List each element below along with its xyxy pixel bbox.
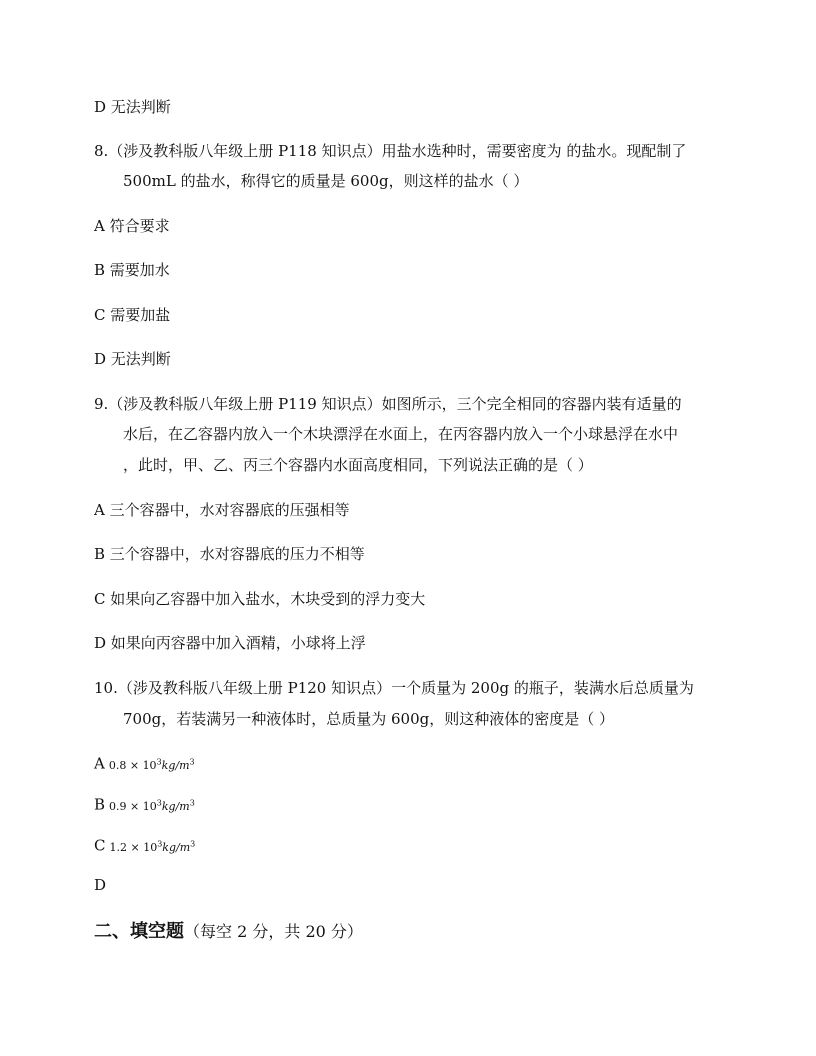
- q8-option-d: D 无法判断: [94, 350, 171, 368]
- q9-stem-line-3: ，此时，甲、乙、丙三个容器内水面高度相同，下列说法正确的是（ ）: [123, 456, 593, 474]
- q9-option-a: A 三个容器中，水对容器底的压强相等: [94, 501, 350, 519]
- option-letter: A: [94, 754, 105, 773]
- density-formula: $1.2 \times 10^3kg/m^3$: [109, 839, 196, 854]
- option-letter: D: [94, 876, 107, 894]
- q10-stem-line-2: 700g，若装满另一种液体时，总质量为 600g，则这种液体的密度是（ ）: [123, 710, 615, 728]
- q7-option-d: D 无法判断: [94, 98, 171, 116]
- q9-option-b: B 三个容器中，水对容器底的压力不相等: [94, 545, 365, 563]
- q9-stem-line-2: 水后，在乙容器内放入一个木块漂浮在水面上，在丙容器内放入一个小球悬浮在水中: [123, 425, 679, 443]
- q8-option-c: C 需要加盐: [94, 306, 171, 324]
- q10-option-a: [94, 752, 195, 776]
- q9-stem-line-1: 9.（涉及教科版八年级上册 P119 知识点）如图所示，三个完全相同的容器内装有适量的: [94, 395, 682, 413]
- q10-option-b: [94, 793, 195, 817]
- q8-option-b: B 需要加水: [94, 261, 170, 279]
- q10-option-d: [94, 875, 106, 895]
- q8-option-a: A 符合要求: [94, 217, 170, 235]
- q8-stem-line-2: 500mL 的盐水，称得它的质量是 600g，则这样的盐水（ ）: [123, 172, 529, 190]
- q8-stem-line-1: 8.（涉及教科版八年级上册 P118 知识点）用盐水选种时，需要密度为 的盐水。现配制了: [94, 142, 687, 160]
- q10-option-c: [94, 834, 195, 858]
- section-note: （每空 2 分，共 20 分）: [184, 922, 363, 941]
- q9-option-c: C 如果向乙容器中加入盐水，木块受到的浮力变大: [94, 590, 426, 608]
- q10-stem-line-1: 10.（涉及教科版八年级上册 P120 知识点）一个质量为 200g 的瓶子，装满水后总质量为: [94, 679, 694, 697]
- density-formula: $0.8 \times 10^3kg/m^3$: [108, 757, 195, 772]
- density-formula: $0.9 \times 10^3kg/m^3$: [109, 798, 195, 813]
- section-heading: [94, 917, 363, 943]
- section-title: 二、填空题: [94, 921, 184, 942]
- q9-option-d: D 如果向丙容器中加入酒精，小球将上浮: [94, 634, 366, 652]
- option-letter: B: [94, 795, 106, 814]
- option-letter: C: [94, 836, 106, 855]
